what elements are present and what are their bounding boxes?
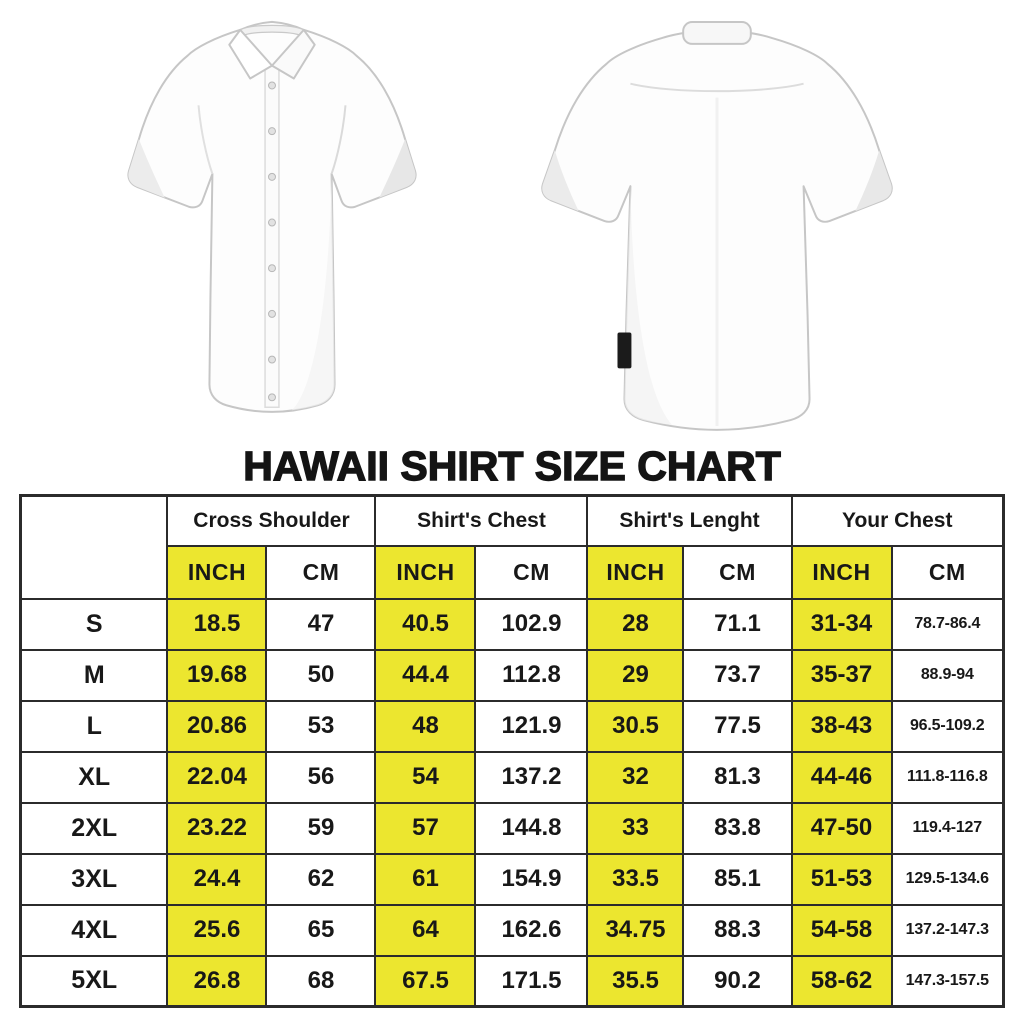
- size-value-cell: 57: [375, 803, 475, 854]
- size-row-label: XL: [20, 752, 167, 803]
- size-value-cell: 19.68: [167, 650, 266, 701]
- size-value-cell: 48: [375, 701, 475, 752]
- size-value-cell: 33.5: [587, 854, 683, 905]
- table-row: [20, 599, 1003, 650]
- size-value-cell: 50: [266, 650, 375, 701]
- size-value-cell: 154.9: [475, 854, 587, 905]
- corner-cell: [20, 496, 167, 599]
- size-value-cell: 32: [587, 752, 683, 803]
- size-value-cell: 77.5: [683, 701, 791, 752]
- size-value-cell: 71.1: [683, 599, 791, 650]
- size-table-head: [20, 496, 1003, 599]
- size-value-cell: 162.6: [475, 905, 587, 956]
- size-row-label: M: [20, 650, 167, 701]
- size-value-cell: 20.86: [167, 701, 266, 752]
- size-value-cell: 111.8-116.8: [892, 752, 1004, 803]
- size-value-cell: 33: [587, 803, 683, 854]
- size-value-cell: 147.3-157.5: [892, 956, 1004, 1007]
- table-row: [20, 650, 1003, 701]
- size-table-body: [20, 599, 1003, 1007]
- size-value-cell: 171.5: [475, 956, 587, 1007]
- size-value-cell: 35.5: [587, 956, 683, 1007]
- shirt-front-image: [103, 10, 441, 447]
- unit-header-cm: CM: [892, 546, 1004, 599]
- size-value-cell: 25.6: [167, 905, 266, 956]
- group-header: Shirt's Lenght: [587, 496, 791, 546]
- size-value-cell: 53: [266, 701, 375, 752]
- size-value-cell: 81.3: [683, 752, 791, 803]
- unit-header-inch: INCH: [792, 546, 892, 599]
- size-value-cell: 68: [266, 956, 375, 1007]
- size-value-cell: 85.1: [683, 854, 791, 905]
- size-value-cell: 83.8: [683, 803, 791, 854]
- size-value-cell: 58-62: [792, 956, 892, 1007]
- size-value-cell: 47: [266, 599, 375, 650]
- size-value-cell: 67.5: [375, 956, 475, 1007]
- size-value-cell: 54-58: [792, 905, 892, 956]
- group-header: Cross Shoulder: [167, 496, 375, 546]
- shirt-back-svg: [513, 16, 921, 444]
- size-value-cell: 31-34: [792, 599, 892, 650]
- unit-header-cm: CM: [266, 546, 375, 599]
- size-value-cell: 129.5-134.6: [892, 854, 1004, 905]
- size-value-cell: 78.7-86.4: [892, 599, 1004, 650]
- unit-header-inch: INCH: [167, 546, 266, 599]
- size-value-cell: 22.04: [167, 752, 266, 803]
- shirt-front-svg: [103, 10, 441, 442]
- group-header: Your Chest: [792, 496, 1004, 546]
- unit-header-inch: INCH: [587, 546, 683, 599]
- size-value-cell: 44.4: [375, 650, 475, 701]
- size-value-cell: 38-43: [792, 701, 892, 752]
- table-row: [20, 701, 1003, 752]
- size-value-cell: 40.5: [375, 599, 475, 650]
- shirt-images-section: [0, 0, 1024, 446]
- size-value-cell: 65: [266, 905, 375, 956]
- size-value-cell: 51-53: [792, 854, 892, 905]
- size-row-label: L: [20, 701, 167, 752]
- size-value-cell: 35-37: [792, 650, 892, 701]
- table-row: [20, 854, 1003, 905]
- size-value-cell: 34.75: [587, 905, 683, 956]
- size-value-cell: 137.2-147.3: [892, 905, 1004, 956]
- shirt-back-image: [513, 16, 921, 449]
- size-row-label: S: [20, 599, 167, 650]
- unit-header-cm: CM: [475, 546, 587, 599]
- size-value-cell: 121.9: [475, 701, 587, 752]
- size-value-cell: 23.22: [167, 803, 266, 854]
- table-row: [20, 752, 1003, 803]
- unit-header-cm: CM: [683, 546, 791, 599]
- shirt-tag: [617, 332, 631, 368]
- size-value-cell: 144.8: [475, 803, 587, 854]
- table-row: [20, 803, 1003, 854]
- page-title: HAWAII SHIRT SIZE CHART: [243, 443, 781, 489]
- size-value-cell: 26.8: [167, 956, 266, 1007]
- size-row-label: 2XL: [20, 803, 167, 854]
- size-value-cell: 62: [266, 854, 375, 905]
- size-value-cell: 54: [375, 752, 475, 803]
- size-value-cell: 102.9: [475, 599, 587, 650]
- size-value-cell: 119.4-127: [892, 803, 1004, 854]
- size-row-label: 4XL: [20, 905, 167, 956]
- table-row: [20, 956, 1003, 1007]
- size-value-cell: 30.5: [587, 701, 683, 752]
- size-row-label: 3XL: [20, 854, 167, 905]
- size-value-cell: 29: [587, 650, 683, 701]
- unit-header-inch: INCH: [375, 546, 475, 599]
- size-table: [19, 494, 1005, 1008]
- size-value-cell: 59: [266, 803, 375, 854]
- size-row-label: 5XL: [20, 956, 167, 1007]
- size-value-cell: 88.3: [683, 905, 791, 956]
- size-value-cell: 61: [375, 854, 475, 905]
- size-value-cell: 64: [375, 905, 475, 956]
- size-value-cell: 73.7: [683, 650, 791, 701]
- size-value-cell: 28: [587, 599, 683, 650]
- size-value-cell: 88.9-94: [892, 650, 1004, 701]
- group-header: Shirt's Chest: [375, 496, 587, 546]
- size-value-cell: 44-46: [792, 752, 892, 803]
- size-value-cell: 47-50: [792, 803, 892, 854]
- size-value-cell: 96.5-109.2: [892, 701, 1004, 752]
- table-row: [20, 905, 1003, 956]
- size-value-cell: 137.2: [475, 752, 587, 803]
- size-value-cell: 90.2: [683, 956, 791, 1007]
- size-value-cell: 56: [266, 752, 375, 803]
- size-value-cell: 112.8: [475, 650, 587, 701]
- size-value-cell: 24.4: [167, 854, 266, 905]
- size-value-cell: 18.5: [167, 599, 266, 650]
